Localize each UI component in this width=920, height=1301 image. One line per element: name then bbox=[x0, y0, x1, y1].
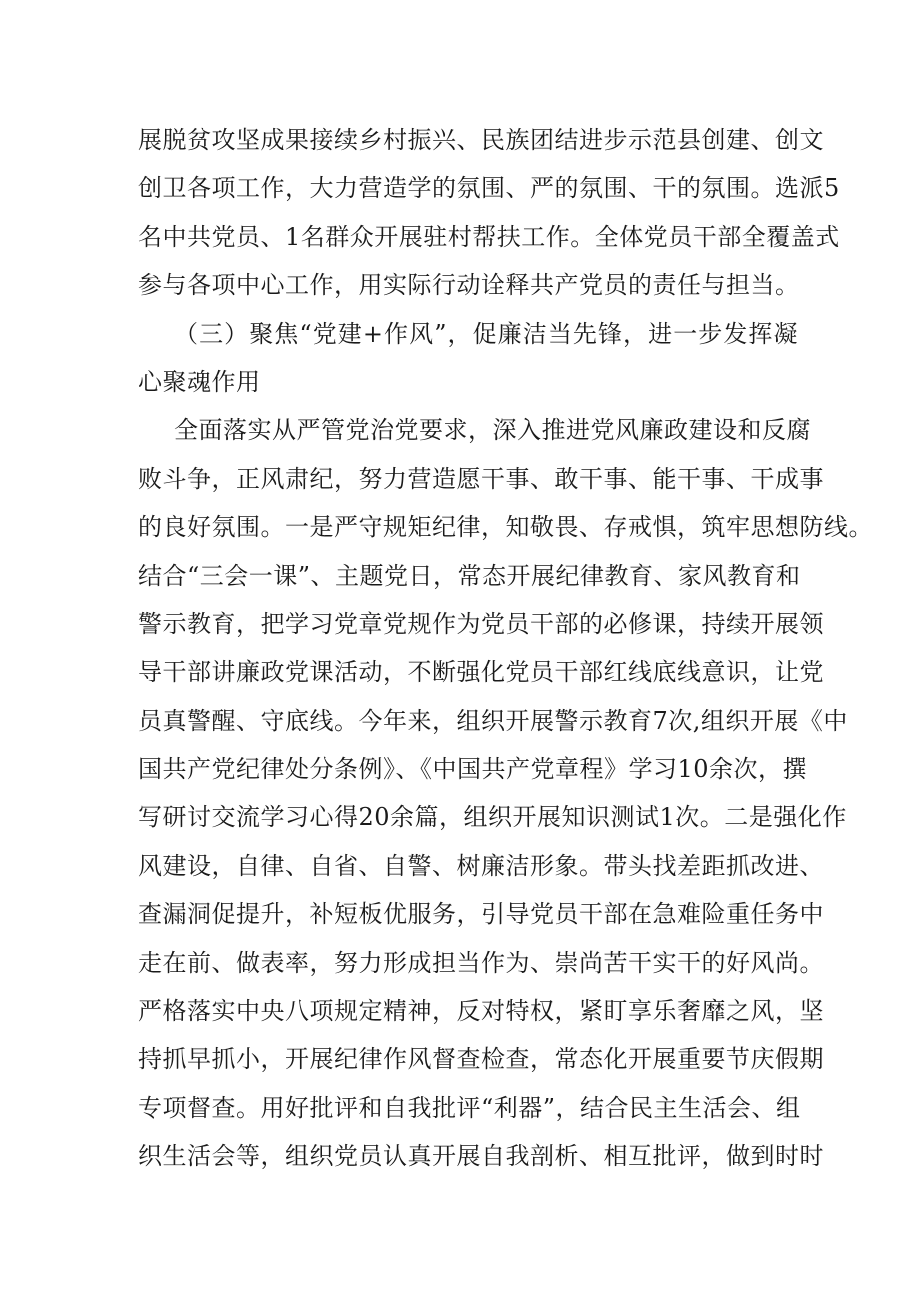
paragraph-line: 严格落实中央八项规定精神，反对特权，紧盯享乐奢靡之风，坚 bbox=[138, 997, 824, 1026]
paragraph-line: 结合“三会一课”、主题党日，常态开展纪律教育、家风教育和 bbox=[138, 561, 801, 590]
paragraph-line: 写研讨交流学习心得20余篇，组织开展知识测试1次。二是强化作 bbox=[138, 803, 847, 832]
paragraph-line: 织生活会等，组织党员认真开展自我剖析、相互批评，做到时时 bbox=[138, 1142, 824, 1171]
paragraph-line: 警示教育，把学习党章党规作为党员干部的必修课，持续开展领 bbox=[138, 609, 824, 638]
paragraph-line: 创卫各项工作，大力营造学的氛围、严的氛围、干的氛围。选派5 bbox=[138, 174, 840, 203]
paragraph-line: 持抓早抓小，开展纪律作风督查检查，常态化开展重要节庆假期 bbox=[138, 1045, 824, 1074]
paragraph-line: 员真警醒、守底线。今年来，组织开展警示教育7次,组织开展《中 bbox=[138, 706, 848, 735]
document-body bbox=[138, 116, 873, 1181]
paragraph-line: 风建设，自律、自省、自警、树廉洁形象。带头找差距抓改进、 bbox=[138, 851, 824, 880]
paragraph-line: 国共产党纪律处分条例》、《中国共产党章程》学习10余次，撰 bbox=[138, 755, 808, 784]
paragraph-line: 名中共党员、1名群众开展驻村帮扶工作。全体党员干部全覆盖式 bbox=[138, 222, 840, 251]
section-heading-line: （三）聚焦“党建+作风”，促廉洁当先锋，进一步发挥凝 bbox=[174, 319, 798, 348]
paragraph-line: 走在前、做表率，努力形成担当作为、崇尚苦干实干的好风尚。 bbox=[138, 948, 824, 977]
paragraph-line: 的良好氛围。一是严守规矩纪律，知敬畏、存戒惧，筑牢思想防线。 bbox=[138, 513, 873, 542]
paragraph-line: 败斗争，正风肃纪，努力营造愿干事、敢干事、能干事、干成事 bbox=[138, 464, 824, 493]
paragraph-line: 展脱贫攻坚成果接续乡村振兴、民族团结进步示范县创建、创文 bbox=[138, 126, 824, 154]
section-heading-line: 心聚魂作用 bbox=[138, 367, 261, 396]
paragraph-line: 专项督查。用好批评和自我批评“利器”，结合民主生活会、组 bbox=[138, 1093, 801, 1122]
paragraph-line: 全面落实从严管党治党要求，深入推进党风廉政建设和反腐 bbox=[174, 416, 811, 445]
paragraph-line: 参与各项中心工作，用实际行动诠释共产党员的责任与担当。 bbox=[138, 271, 800, 300]
paragraph-line: 导干部讲廉政党课活动，不断强化党员干部红线底线意识，让党 bbox=[138, 658, 824, 687]
paragraph-line: 查漏洞促提升，补短板优服务，引导党员干部在急难险重任务中 bbox=[138, 900, 824, 929]
